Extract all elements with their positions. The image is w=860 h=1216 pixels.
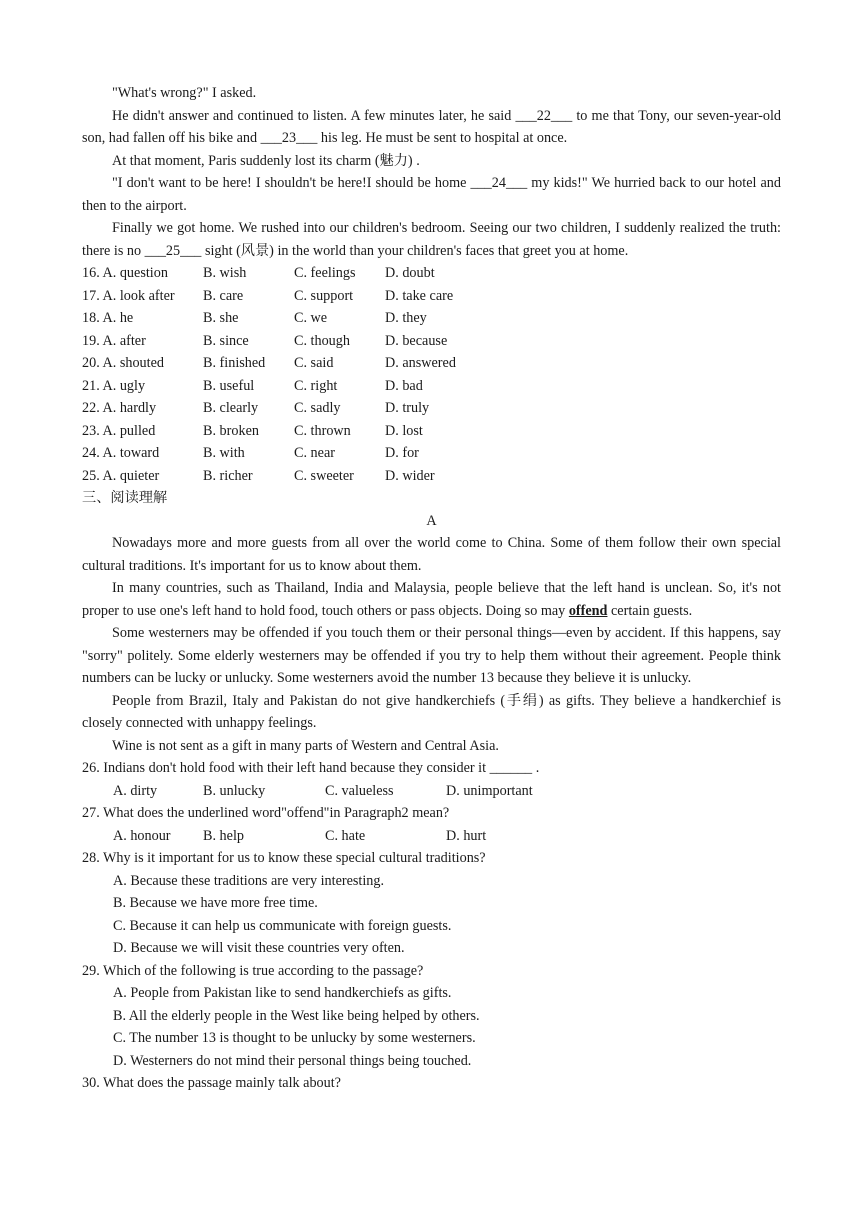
cloze-option-row (82, 352, 781, 375)
option-a: 21. A. ugly (82, 377, 146, 394)
option-b: B. since (203, 332, 249, 349)
cloze-option-row (82, 420, 781, 443)
question-30-stem: 30. What does the passage mainly talk about? (82, 1075, 341, 1091)
cloze-option-row (82, 330, 781, 353)
question-27-stem: 27. What does the underlined word"offend"in Paragraph2 mean? (82, 805, 450, 821)
option-c: C. right (294, 377, 338, 394)
option-b: B. wish (203, 265, 247, 281)
option-c: C. thrown (294, 422, 351, 439)
option-a: 20. A. shouted (82, 355, 164, 371)
option-c: C. The number 13 is thought to be unlucky by some westerners. (113, 1030, 476, 1046)
question-27-options (82, 825, 781, 848)
passage-paragraph-3: Some westerners may be offended if you touch them or their personal things—even by accident. If this happens, say "sorry" politely. Some elderly westerners may be offended if you try to help them without their agreement. People think numbers can be lucky or unlucky. Some westerners avoid the number 13 because they believe it is unlucky. (82, 625, 781, 686)
option-a: 24. A. toward (82, 445, 160, 461)
option-a: 18. A. he (82, 310, 134, 326)
option-d: D. lost (385, 422, 423, 439)
option-c: C. hate (325, 827, 366, 844)
cloze-option-row (82, 307, 781, 330)
option-b: B. with (203, 445, 245, 461)
section-heading: 三、阅读理解 (82, 490, 168, 506)
option-c: C. support (294, 287, 354, 304)
option-b: B. useful (203, 377, 255, 394)
option-d: D. answered (385, 355, 456, 371)
option-d: D. for (385, 445, 419, 461)
passage-paragraph-5: Wine is not sent as a gift in many parts of Western and Central Asia. (112, 737, 499, 754)
option-a: A. Because these traditions are very interesting. (113, 872, 385, 889)
question-28-stem: 28. Why is it important for us to know these special cultural traditions? (82, 850, 486, 866)
cloze-option-row (82, 442, 781, 465)
cloze-paragraph-4: "I don't want to be here! I shouldn't be here!I should be home ___24___ my kids!" We hurried back to our hotel and then to the airport. (82, 175, 781, 214)
option-b: B. care (203, 287, 244, 304)
passage-label: A (426, 512, 437, 529)
option-d: D. take care (385, 287, 454, 304)
cloze-option-row (82, 397, 781, 420)
option-a: A. People from Pakistan like to send handkerchiefs as gifts. (113, 985, 452, 1001)
option-c: C. valueless (325, 782, 394, 799)
option-d: D. unimportant (446, 782, 533, 799)
option-b: B. broken (203, 422, 259, 439)
paragraph-text: In many countries, such as Thailand, India and Malaysia, people believe that the left hand is unclean. So, it's not proper to use one's left hand to hold food, touch others or pass objects. Doing so may (82, 580, 781, 619)
option-b: B. All the elderly people in the West like being helped by others. (113, 1007, 480, 1024)
option-c: C. feelings (294, 265, 356, 281)
option-c: C. we (294, 310, 328, 326)
cloze-option-row (82, 285, 781, 308)
option-a: 25. A. quieter (82, 467, 160, 484)
option-b: B. Because we have more free time. (113, 895, 318, 911)
underlined-word: offend (568, 602, 608, 619)
question-29-stem: 29. Which of the following is true according to the passage? (82, 962, 424, 979)
option-d: D. bad (385, 377, 423, 394)
option-d: D. wider (385, 467, 435, 484)
cloze-option-row (82, 375, 781, 398)
option-c: C. near (294, 445, 335, 461)
question-26-options (82, 780, 781, 803)
cloze-option-row (82, 465, 781, 488)
option-d: D. doubt (385, 265, 435, 281)
paragraph-text: certain guests. (607, 602, 693, 619)
option-b: B. help (203, 827, 244, 844)
option-b: B. richer (203, 467, 253, 484)
option-b: B. she (203, 310, 239, 326)
option-a: 17. A. look after (82, 287, 175, 304)
cloze-paragraph-3: At that moment, Paris suddenly lost its charm (魅力) . (112, 152, 420, 169)
option-d: D. because (385, 332, 448, 349)
cloze-paragraph-1: "What's wrong?" I asked. (112, 85, 257, 101)
option-b: B. finished (203, 355, 266, 371)
option-d: D. Because we will visit these countries very often. (113, 940, 405, 956)
option-c: C. sadly (294, 400, 341, 416)
option-d: D. Westerners do not mind their personal things being touched. (113, 1052, 472, 1069)
passage-paragraph-1: Nowadays more and more guests from all over the world come to China. Some of them follow their own special cultural traditions. It's important for us to know about them. (82, 535, 781, 574)
passage-paragraph-4: People from Brazil, Italy and Pakistan do not give handkerchiefs (手绢) as gifts. They believe a handkerchief is closely connected with unhappy feelings. (82, 692, 781, 731)
option-a: A. honour (113, 827, 171, 844)
cloze-options-list (82, 262, 781, 487)
option-c: C. Because it can help us communicate with foreign guests. (113, 917, 452, 934)
option-d: D. truly (385, 400, 430, 416)
passage-paragraph-2 (82, 577, 781, 622)
option-c: C. said (294, 355, 334, 371)
cloze-paragraph-2: He didn't answer and continued to listen. A few minutes later, he said ___22___ to me that Tony, our seven-year-old son, had fallen off his bike and ___23___ his leg. He must be sent to hospital at once. (82, 107, 781, 146)
option-b: B. unlucky (203, 782, 266, 799)
cloze-option-row (82, 262, 781, 285)
option-c: C. though (294, 332, 350, 349)
option-b: B. clearly (203, 400, 259, 416)
option-a: 23. A. pulled (82, 422, 156, 439)
option-d: D. they (385, 310, 427, 326)
cloze-paragraph-5: Finally we got home. We rushed into our children's bedroom. Seeing our two children, I suddenly realized the truth: there is no ___25___ sight (风景) in the world than your children's faces that greet you at home. (82, 220, 781, 259)
option-a: 16. A. question (82, 265, 168, 281)
option-a: 19. A. after (82, 332, 146, 349)
option-a: 22. A. hardly (82, 400, 157, 416)
question-26-stem: 26. Indians don't hold food with their left hand because they consider it ______ . (82, 760, 540, 776)
option-c: C. sweeter (294, 467, 354, 484)
option-a: A. dirty (113, 782, 158, 799)
option-d: D. hurt (446, 827, 487, 844)
